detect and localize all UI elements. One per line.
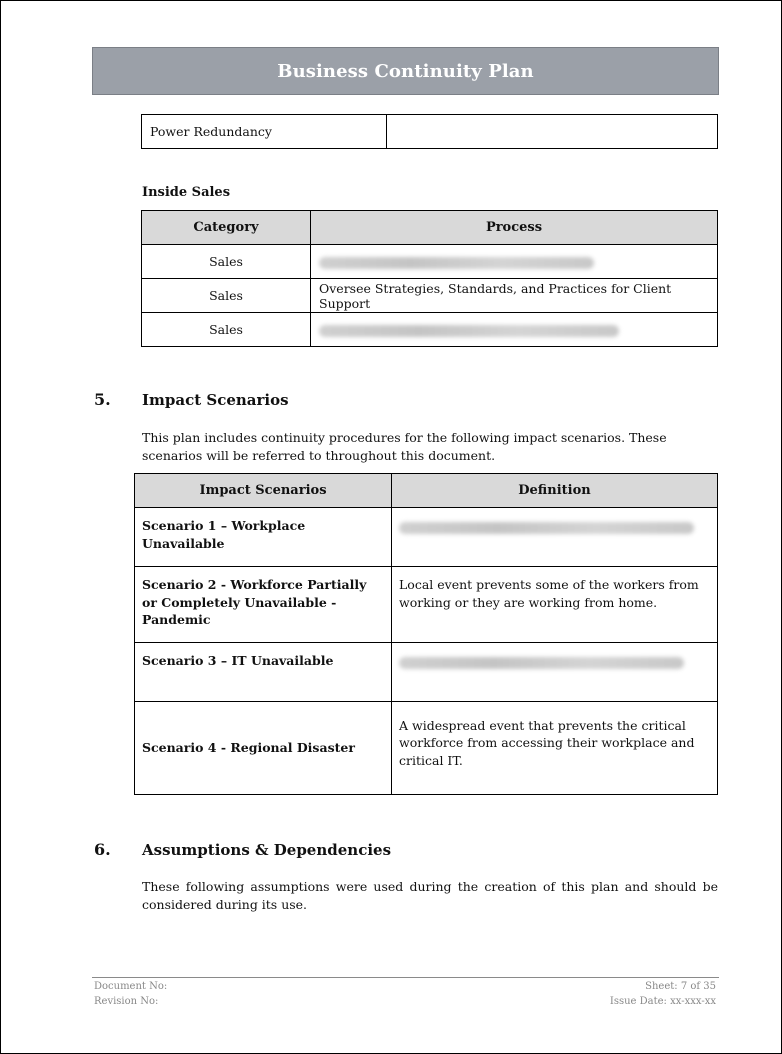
redacted-text bbox=[399, 657, 684, 669]
impact-scenarios-table bbox=[134, 473, 718, 795]
scenario-cell: Scenario 2 - Workforce Partially or Completely Unavailable - Pandemic bbox=[135, 567, 392, 643]
inside-sales-table bbox=[141, 210, 718, 347]
section-title: Impact Scenarios bbox=[142, 391, 289, 409]
scenario-cell: Scenario 4 - Regional Disaster bbox=[135, 702, 392, 795]
category-cell: Sales bbox=[142, 279, 311, 313]
category-cell: Sales bbox=[142, 245, 311, 279]
table-row bbox=[135, 567, 718, 643]
redacted-text bbox=[319, 257, 594, 269]
scenario-cell: Scenario 3 – IT Unavailable bbox=[135, 643, 392, 702]
process-cell: Oversee Strategies, Standards, and Practices for Client Support bbox=[311, 279, 718, 313]
footer-divider bbox=[92, 977, 719, 978]
definition-cell: Local event prevents some of the workers from working or they are working from home. bbox=[392, 567, 718, 643]
table-row bbox=[142, 245, 718, 279]
table-header-row bbox=[135, 474, 718, 508]
document-number-label: Document No: bbox=[94, 981, 168, 992]
table-row bbox=[142, 115, 718, 149]
table-cell-value bbox=[387, 115, 718, 149]
process-cell-redacted bbox=[311, 313, 718, 347]
column-header-definition: Definition bbox=[392, 474, 718, 508]
definition-cell-redacted bbox=[392, 508, 718, 567]
column-header-impact-scenarios: Impact Scenarios bbox=[135, 474, 392, 508]
table-row bbox=[135, 508, 718, 567]
table-row bbox=[135, 702, 718, 795]
document-title: Business Continuity Plan bbox=[277, 60, 534, 82]
redacted-text bbox=[319, 325, 619, 337]
category-cell: Sales bbox=[142, 313, 311, 347]
document-title-banner bbox=[92, 47, 719, 95]
table-row bbox=[142, 313, 718, 347]
table-header-row bbox=[142, 211, 718, 245]
footer-left bbox=[94, 979, 167, 1009]
column-header-process: Process bbox=[311, 211, 718, 245]
column-header-category: Category bbox=[142, 211, 311, 245]
power-redundancy-table bbox=[141, 114, 718, 149]
section-intro: These following assumptions were used during the creation of this plan and should be considered during its use. bbox=[142, 879, 718, 912]
process-cell-redacted bbox=[311, 245, 718, 279]
table-row bbox=[142, 279, 718, 313]
sheet-number: Sheet: 7 of 35 bbox=[645, 981, 716, 992]
definition-cell-redacted bbox=[392, 643, 718, 702]
table-row bbox=[135, 643, 718, 702]
issue-date: Issue Date: xx-xxx-xx bbox=[609, 996, 716, 1007]
section-title: Assumptions & Dependencies bbox=[142, 841, 392, 859]
redacted-text bbox=[399, 522, 694, 534]
section-intro: This plan includes continuity procedures for the following impact scenarios. These scenarios will be referred to throughout this document. bbox=[142, 430, 667, 463]
scenario-cell: Scenario 1 – Workplace Unavailable bbox=[135, 508, 392, 567]
definition-cell: A widespread event that prevents the critical workforce from accessing their workplace and critical IT. bbox=[392, 702, 718, 795]
section-number: 6. bbox=[94, 840, 111, 859]
table-cell-label: Power Redundancy bbox=[142, 115, 387, 149]
inside-sales-heading: Inside Sales bbox=[142, 185, 231, 200]
section-number: 5. bbox=[94, 390, 111, 409]
revision-number-label: Revision No: bbox=[94, 996, 159, 1007]
footer-right bbox=[610, 979, 716, 1009]
